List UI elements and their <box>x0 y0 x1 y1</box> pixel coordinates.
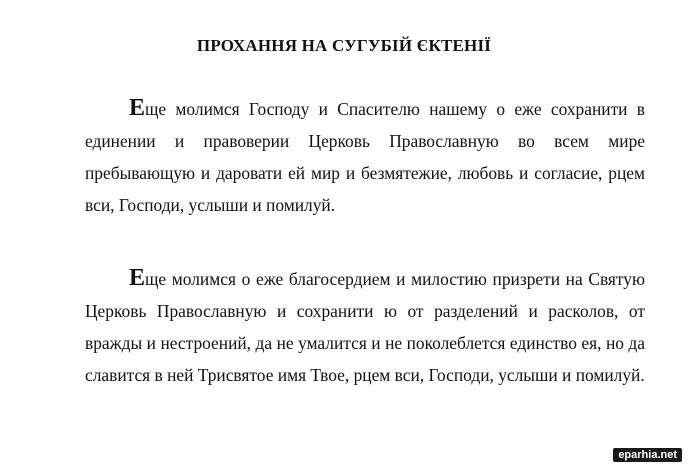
petition-2-initial: Е <box>129 265 146 291</box>
site-watermark: eparhia.net <box>613 448 682 462</box>
document-title: ПРОХАННЯ НА СУГУБІЙ ЄКТЕНІЇ <box>196 36 492 55</box>
petition-2-text: ще молимся о еже благосердием и милостию призрети на Святую Церковь Православную и сохранити ю от разделений и расколов, от вражды и нестроений, да не умалится и не поколеблется единство ея, но да славится в ней Трисвятое имя Твое, рцем вси, Господи, услыши и помилуй. <box>85 269 645 385</box>
litany-petition-1 <box>85 92 645 221</box>
petition-1-text: ще молимся Господу и Спасителю нашему о еже сохранити в единении и правоверии Церковь Православную во всем мире пребывающую и даровати ей мир и безмятежие, любовь и согласие, рцем вси, Господи, услыши и помилуй. <box>85 99 645 215</box>
litany-petition-2 <box>85 262 645 391</box>
petition-1-initial: Е <box>129 95 146 121</box>
